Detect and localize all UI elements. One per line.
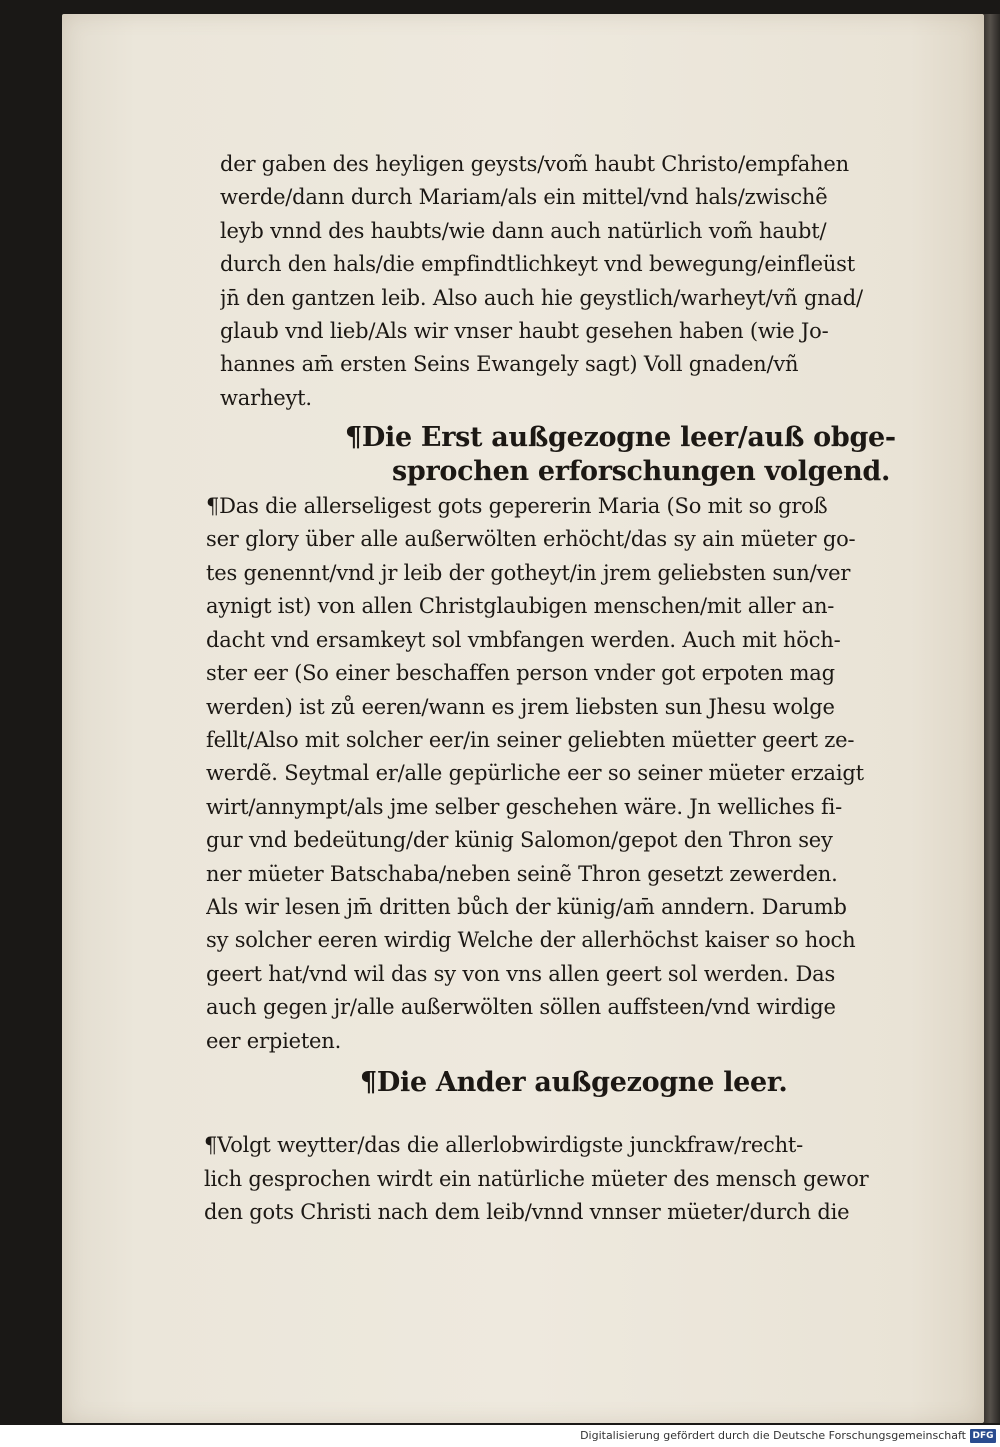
text-line: dacht vnd ersamkeyt sol vmbfangen werden. Auch mit höch- <box>206 627 841 652</box>
text-line: auch gegen jr/alle außerwölten söllen auffsteen/vnd wirdige <box>206 995 836 1020</box>
text-line: sy solcher eeren wirdig Welche der allerhöchst kaiser so hoch <box>206 928 856 953</box>
text-line: eer erpieten. <box>206 1028 342 1053</box>
text-line: durch den hals/die empfindtlichkeyt vnd bewegung/einfleüst <box>220 252 855 277</box>
text-line: warheyt. <box>220 385 312 410</box>
text-line: ser glory über alle außerwölten erhöcht/das sy ain müeter go- <box>206 527 856 552</box>
footer-bar <box>0 1425 1000 1447</box>
text-line: fellt/Also mit solcher eer/in seiner geliebten müetter geert ze- <box>206 727 855 752</box>
text-line: tes genennt/vnd jr leib der gotheyt/in jrem geliebsten sun/ver <box>206 560 851 585</box>
section-1 <box>220 148 955 415</box>
text-line: wirt/annympt/als jme selber geschehen wäre. Jn welliches fi- <box>206 794 843 819</box>
text-line: glaub vnd lieb/Als wir vnser haubt gesehen haben (wie Jo- <box>220 319 829 344</box>
dfg-logo-icon: DFG <box>970 1429 996 1443</box>
text-line: lich gesprochen wirdt ein natürliche müeter des mensch gewor <box>204 1166 869 1191</box>
text-line: werdẽ. Seytmal er/alle gepürliche eer so seiner müeter erzaigt <box>206 761 864 786</box>
text-line: werden) ist zů eeren/wann es jrem liebsten sun Jhesu wolge <box>206 694 835 719</box>
heading-erst-line-2: sprochen erforschungen volgend. <box>392 455 891 487</box>
text-line: aynigt ist) von allen Christglaubigen menschen/mit aller an- <box>206 594 835 619</box>
text-line: leyb vnnd des haubts/wie dann auch natürlich vom̃ haubt/ <box>220 218 827 243</box>
text-line: gur vnd bedeütung/der künig Salomon/gepot den Thron sey <box>206 828 833 853</box>
text-line: der gaben des heyligen geysts/vom̃ haubt Christo/empfahen <box>220 152 849 176</box>
text-line: geert hat/vnd wil das sy von vns allen geert sol werden. Das <box>206 961 836 986</box>
text-line: ster eer (So einer beschaffen person vnder got erpoten mag <box>206 661 835 686</box>
funding-credit: Digitalisierung gefördert durch die Deutsche Forschungsgemeinschaft <box>580 1429 966 1442</box>
text-line: den gots Christi nach dem leib/vnnd vnnser müeter/durch die <box>204 1200 850 1225</box>
heading-ander: ¶Die Ander außgezogne leer. <box>360 1066 788 1098</box>
text-line: ¶Das die allerseligest gots gepererin Maria (So mit so groß <box>206 494 828 519</box>
text-line: jn̄ den gantzen leib. Also auch hie geystlich/warheyt/vñ gnad/ <box>220 285 863 310</box>
text-line: hannes am̄ ersten Seins Ewangely sagt) Voll gnaden/vñ <box>220 352 799 377</box>
text-line: werde/dann durch Mariam/als ein mittel/vnd hals/zwischẽ <box>220 185 828 210</box>
section-2 <box>206 490 955 1058</box>
section-3 <box>204 1129 955 1229</box>
heading-erst-line-1: ¶Die Erst außgezogne leer/auß obge- <box>345 422 896 454</box>
text-line: ¶Volgt weytter/das die allerlobwirdigste junckfraw/recht- <box>204 1133 804 1158</box>
text-line: Als wir lesen jm̄ dritten bůch der künig/am̄ anndern. Darumb <box>206 894 847 919</box>
binding-edge <box>984 14 1000 1423</box>
text-line: ner müeter Batschaba/neben seinẽ Thron gesetzt zewerden. <box>206 861 838 886</box>
page-text <box>204 148 955 1230</box>
